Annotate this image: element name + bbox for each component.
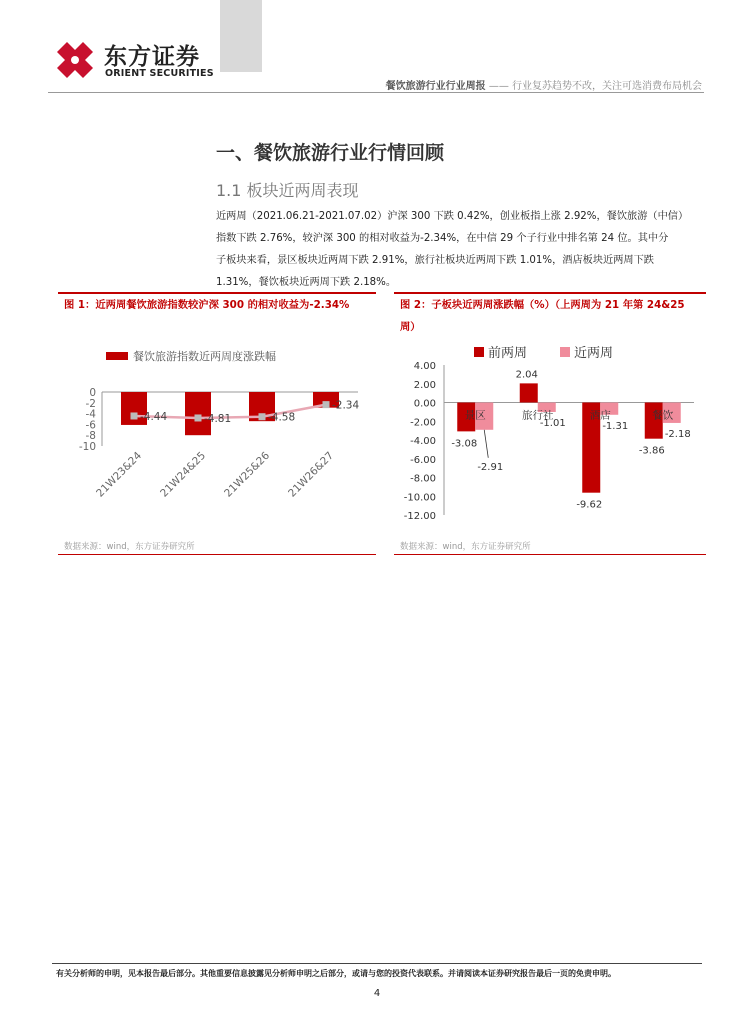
legend-swatch [106,352,128,360]
y-tick-label: -4 [85,408,96,421]
subsection-title: 1.1 板块近两周表现 [216,181,359,200]
x-category-label: 旅行社 [522,409,554,422]
y-tick-label: 0.00 [413,398,436,410]
y-tick-label: -6 [85,419,96,432]
figure2-source: 数据来源：wind，东方证券研究所 [400,542,531,552]
y-tick-label: -2 [85,397,96,410]
data-label: -1.31 [602,420,629,432]
paragraph-line: 指数下跌 2.76%，较沪深 300 的相对收益为-2.34%，在中信 29 个子行业中排名第 24 位。其中分 [216,233,669,244]
data-label: -2.18 [664,428,691,440]
y-tick-label: -2.00 [410,417,436,429]
line-data-label: -4.44 [140,410,168,423]
legend-label: 近两周 [574,346,614,361]
figure2-title: 图 2：子板块近两周涨跌幅（%）（上两周为 21 年第 24&25 周） [400,299,685,333]
data-label: -1.01 [539,417,566,429]
line-data-label: -4.81 [204,412,232,425]
logo-english-name: ORIENT SECURITIES [105,68,214,79]
footer-disclaimer: 有关分析师的申明，见本报告最后部分。其他重要信息披露见分析师申明之后部分，或请与您的投资代表联系。并请阅读本证券研究报告最后一页的免责申明。 [56,969,616,978]
report-type: 餐饮旅游行业行业周报 [385,81,486,92]
y-tick-label: -6.00 [410,454,436,466]
figure1-bottom-rule [58,554,376,555]
line-point [195,414,202,421]
page-number: 4 [373,988,381,999]
legend-swatch [560,347,570,357]
report-subtitle: —— 行业复苏趋势不改，关注可选消费布局机会 [488,81,702,92]
y-tick-label: 2.00 [413,379,436,391]
data-label: -3.08 [451,438,478,450]
y-tick-label: 0 [89,387,96,399]
paragraph-line: 近两周（2021.06.21-2021.07.02）沪深 300 下跌 0.42%，创业板指上涨 2.92%，餐饮旅游（中信） [216,211,689,222]
y-tick-label: -10.00 [403,492,436,504]
x-category-label: 21W26&27 [286,449,337,500]
y-tick-label: -10 [78,441,96,453]
legend-label: 餐饮旅游指数近两周度涨跌幅 [133,350,276,363]
bar [520,383,538,402]
legend-swatch [474,347,484,357]
figure1-title: 图 1：近两周餐饮旅游指数较沪深 300 的相对收益为-2.34% [64,299,350,311]
header-divider [48,92,704,93]
x-category-label: 餐饮 [652,409,674,422]
header-gray-band [220,0,262,72]
section-title: 一、餐饮旅游行业行情回顾 [216,142,445,164]
paragraph-line: 1.31%，餐饮板块近两周下跌 2.18%。 [216,277,397,288]
x-category-label: 酒店 [589,409,611,422]
y-tick-label: 4.00 [413,361,436,372]
y-tick-label: -12.00 [403,511,436,522]
y-tick-label: -8.00 [410,473,436,485]
leader-line [484,430,488,458]
figure2-bottom-rule [394,554,706,555]
data-label: -2.91 [477,461,504,473]
y-tick-label: -4.00 [410,436,436,447]
line-data-label: -4.58 [268,411,296,424]
line-point [259,413,266,420]
x-category-label: 21W23&24 [94,449,145,500]
logo-chinese-name: 东方证券 [104,44,200,70]
x-category-label: 景区 [464,409,486,422]
x-category-label: 21W25&26 [222,449,273,500]
figure1-source: 数据来源：wind，东方证券研究所 [64,542,195,552]
line-data-label: -2.34 [332,399,360,412]
y-tick-label: -8 [85,430,96,443]
data-label: 2.04 [515,369,538,381]
footer-divider [52,963,702,964]
line-point [323,401,330,408]
paragraph-line: 子板块来看，景区板块近两周下跌 2.91%，旅行社板块近两周下跌 1.01%，酒店板块近两周下跌 [216,255,654,266]
x-category-label: 21W24&25 [158,449,209,500]
figure1-chart [58,320,376,535]
data-label: -9.62 [576,499,603,511]
legend-label: 前两周 [488,346,528,361]
report-header [386,77,702,92]
line-point [131,412,138,419]
data-label: -3.86 [638,445,665,457]
figure2-chart [394,335,706,530]
